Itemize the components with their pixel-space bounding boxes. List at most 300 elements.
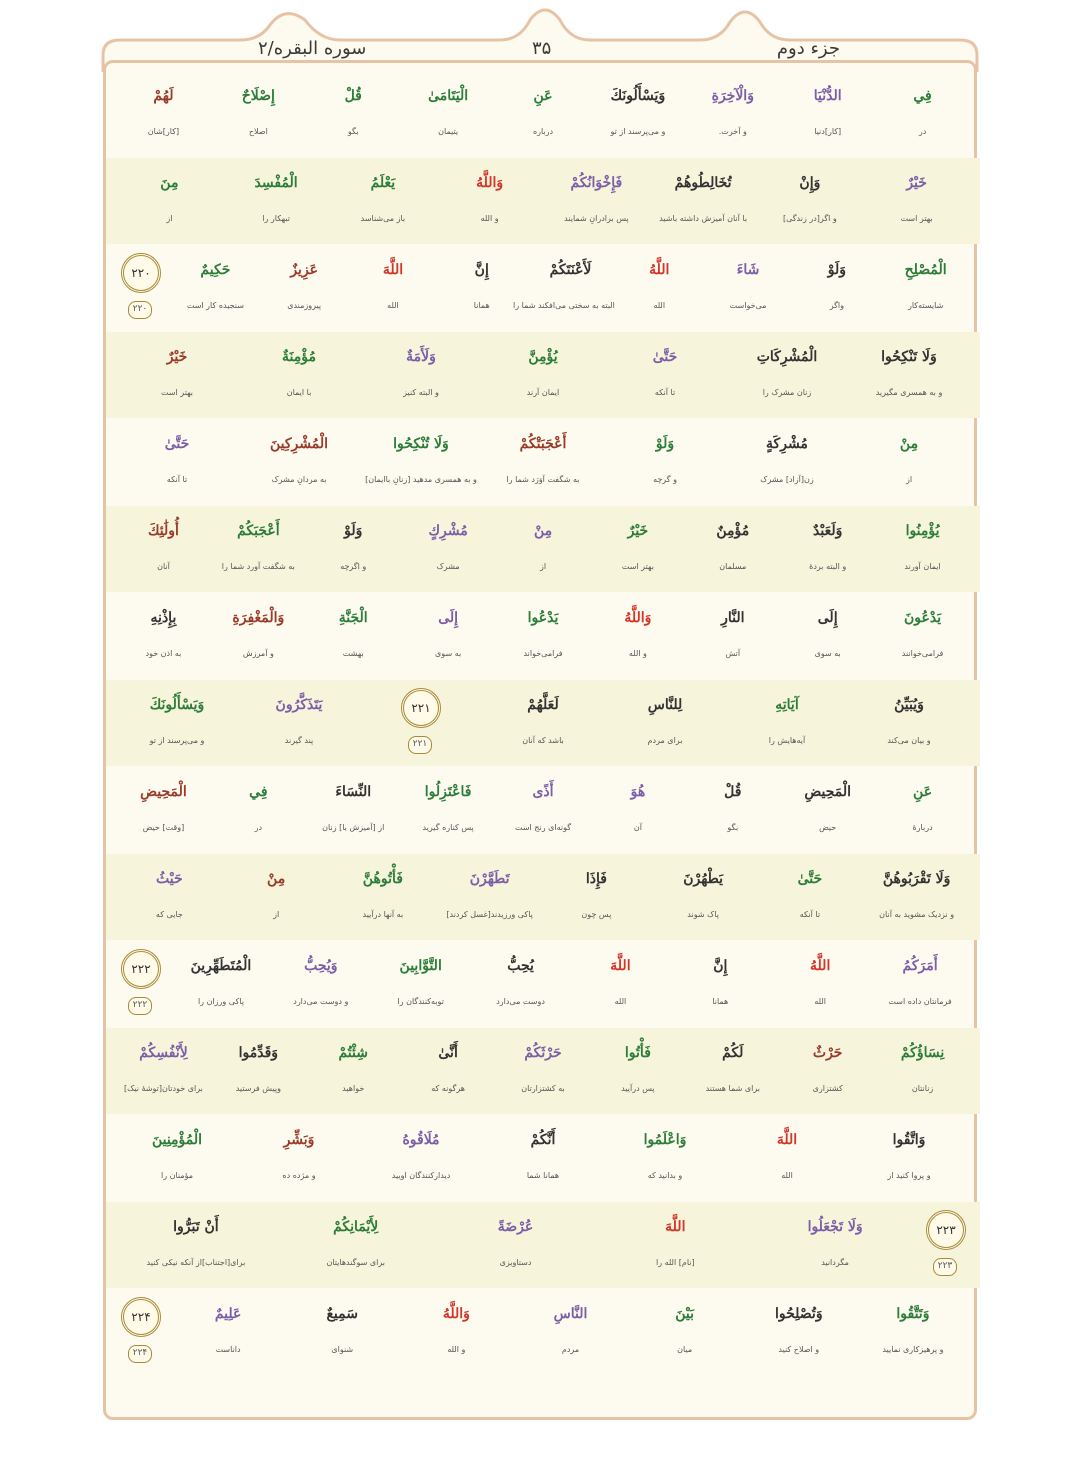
arabic-word: إِلَى <box>438 610 459 626</box>
persian-translation: مردم <box>561 1345 580 1354</box>
arabic-word: فَأْتُوا <box>624 1045 651 1061</box>
arabic-word: وَلَا تَنْكِحُوا <box>881 349 937 365</box>
juz-label: جزء دوم <box>776 38 840 59</box>
persian-translation: دربارهٔ <box>912 823 933 832</box>
arabic-word: وَلَا تُنْكِحُوا <box>393 436 449 452</box>
arabic-word: لَكُمْ <box>722 1045 744 1061</box>
persian-translation: پس برادرانِ شمایند <box>564 214 629 223</box>
word-pair <box>211 593 306 679</box>
verse-number-small: ۲۲۴ <box>128 1345 152 1363</box>
arabic-word: يَعْلَمُ <box>370 175 396 191</box>
word-pair <box>238 680 360 766</box>
verse-line <box>106 71 980 157</box>
arabic-word: قُلْ <box>344 88 362 104</box>
arabic-word: اللَّهُ <box>810 958 831 974</box>
word-pair <box>848 332 970 418</box>
word-pair <box>482 419 604 505</box>
persian-translation: ایمان آورند <box>904 562 941 571</box>
word-pair <box>211 71 306 157</box>
word-pair <box>436 158 543 244</box>
verse-number-badge: ۲۲۴ <box>121 1297 161 1337</box>
persian-translation: پیروزمندی <box>287 301 322 310</box>
word-pair <box>496 767 591 853</box>
arabic-word: إِصْلَاحٌ <box>241 88 275 104</box>
word-pair <box>330 158 437 244</box>
arabic-word: اللَّهَ <box>776 1132 798 1148</box>
word-pair <box>685 1028 780 1114</box>
arabic-word: فَإِذَا <box>585 871 607 887</box>
persian-translation: همانا شما <box>526 1171 560 1180</box>
persian-translation: و الله <box>480 214 499 223</box>
persian-translation: فرامی‌خواند <box>523 649 563 658</box>
arabic-word: خَيْرٌ <box>906 175 927 191</box>
verse-number-badge: ۲۲۲ <box>121 949 161 989</box>
word-pair <box>726 1115 848 1201</box>
arabic-word: يَتَذَكَّرُونَ <box>275 697 323 713</box>
persian-translation: برای خودتان[توشهٔ نیک] <box>124 1084 203 1093</box>
arabic-word: مِنَ <box>160 175 179 191</box>
persian-translation: وپیش فرستید <box>235 1084 281 1093</box>
word-pair <box>116 419 238 505</box>
verse-line <box>106 680 980 766</box>
word-pair <box>276 1202 436 1288</box>
persian-translation: بهتر است <box>621 562 654 571</box>
arabic-word: عُرْضَةً <box>497 1219 534 1235</box>
persian-translation: توبه‌کنندگان را <box>397 997 444 1006</box>
persian-translation: از <box>166 214 173 223</box>
arabic-word: أَنَّىٰ <box>438 1045 458 1061</box>
arabic-word: حَرْثٌ <box>812 1045 843 1061</box>
persian-translation: آن <box>633 823 642 832</box>
persian-translation: دوست می‌دارد <box>496 997 545 1006</box>
word-pair <box>482 1115 604 1201</box>
word-pair <box>482 680 604 766</box>
persian-translation: همانا <box>712 997 729 1006</box>
arabic-word: وَلَا تَقْرَبُوهُنَّ <box>882 871 951 887</box>
persian-translation: و آخرت. <box>718 127 747 136</box>
word-pair <box>571 941 671 1027</box>
arabic-word: فَأْتُوهُنَّ <box>362 871 403 887</box>
word-pair <box>543 158 650 244</box>
word-pair <box>116 593 211 679</box>
persian-translation: بهتر است <box>160 388 194 397</box>
arabic-word: يُؤْمِنَّ <box>528 349 558 365</box>
persian-translation: به شگفت آورد شما را <box>221 562 295 571</box>
word-pair <box>848 419 970 505</box>
word-pair <box>590 1028 685 1114</box>
word-pair <box>401 593 496 679</box>
arabic-word: مِنْ <box>267 871 286 887</box>
persian-translation: اصلاح <box>248 127 268 136</box>
arabic-word: تُخَالِطُوهُمْ <box>674 175 732 191</box>
persian-translation: و اگرچه <box>340 562 367 571</box>
persian-translation: الله <box>814 997 826 1006</box>
persian-translation: سنجیده کار است <box>186 301 244 310</box>
word-pair <box>116 506 211 592</box>
word-pair <box>848 680 970 766</box>
arabic-word: وَلَأَمَةٌ <box>406 349 436 365</box>
arabic-word: فِي <box>913 88 932 104</box>
arabic-word: عَنِ <box>533 88 553 104</box>
word-pair <box>360 1115 482 1201</box>
verse-line <box>106 854 980 940</box>
arabic-word: إِنَّ <box>474 262 489 278</box>
persian-translation: شنوای <box>331 1345 354 1354</box>
arabic-word: وَالْمَغْفِرَةِ <box>232 610 285 626</box>
persian-translation: پس چون <box>581 910 612 919</box>
persian-translation: دستاویزی <box>499 1258 532 1267</box>
word-pair <box>704 245 793 331</box>
arabic-word: قُلْ <box>724 784 742 800</box>
word-pair <box>595 1202 755 1288</box>
arabic-word: اللَّهَ <box>610 958 631 974</box>
persian-translation: الله <box>781 1171 793 1180</box>
arabic-word: وَاللَّهُ <box>624 610 652 626</box>
arabic-word: الْيَتَامَىٰ <box>428 88 469 104</box>
page-number: ۳۵ <box>532 38 552 59</box>
persian-translation: زن[آزاد] مشرک <box>760 475 814 484</box>
persian-translation: در <box>254 823 263 832</box>
word-pair <box>482 332 604 418</box>
word-pair <box>238 419 360 505</box>
persian-translation: شایسته‌کار <box>907 301 944 310</box>
word-pair <box>726 680 848 766</box>
arabic-word: اللَّهُ <box>649 262 670 278</box>
word-pair <box>780 1028 875 1114</box>
verse-line <box>106 332 980 418</box>
arabic-word: وَالْآخِرَةِ <box>711 88 754 104</box>
persian-translation: به اذن خود <box>145 649 182 658</box>
word-pair <box>260 245 349 331</box>
persian-translation: بگو <box>727 823 739 832</box>
word-pair <box>496 71 591 157</box>
word-pair <box>436 1202 596 1288</box>
arabic-word: حَتَّىٰ <box>797 871 823 887</box>
arabic-word: وَلَوْ <box>655 436 675 452</box>
arabic-word: وَيَسْأَلُونَكَ <box>610 88 666 104</box>
word-pair <box>496 1028 591 1114</box>
arabic-word: مُؤْمِنَةٌ <box>282 349 316 365</box>
persian-translation: زنانتان <box>911 1084 934 1093</box>
arabic-word: وَإِنْ <box>799 175 821 191</box>
arabic-word: وَاتَّقُوا <box>892 1132 926 1148</box>
persian-translation: الله <box>387 301 399 310</box>
word-pair <box>755 1202 915 1288</box>
word-pair <box>650 158 757 244</box>
word-pair <box>116 158 223 244</box>
verse-number-badge: ۲۲۰ <box>121 253 161 293</box>
persian-translation: برای مردم <box>647 736 683 745</box>
verse-number-small: ۲۲۲ <box>128 997 152 1015</box>
word-pair <box>590 593 685 679</box>
persian-translation: برای شما هستند <box>705 1084 760 1093</box>
arabic-word: الدُّنْيَا <box>813 88 842 104</box>
persian-translation: بهتر است <box>900 214 933 223</box>
persian-translation: فرمانتان داده است <box>888 997 952 1006</box>
word-pair <box>875 767 970 853</box>
arabic-word: الْمُشْرِكِينَ <box>269 436 328 452</box>
persian-translation: حیض <box>819 823 837 832</box>
persian-translation: در <box>918 127 927 136</box>
word-pair <box>604 1115 726 1201</box>
arabic-word: وَتُصْلِحُوا <box>774 1306 823 1322</box>
persian-translation: و گرچه <box>653 475 677 484</box>
arabic-word: النَّاسِ <box>553 1306 588 1322</box>
persian-translation: به سوی <box>435 649 462 658</box>
arabic-word: الْمَحِيضِ <box>140 784 187 800</box>
arabic-word: عَنِ <box>913 784 933 800</box>
arabic-word: شِئْتُمْ <box>338 1045 368 1061</box>
word-pair <box>685 506 780 592</box>
persian-translation: باشد که آنان <box>522 736 564 745</box>
word-pair <box>306 506 401 592</box>
persian-translation: آتش <box>725 649 741 658</box>
arabic-word: لَعَلَّهُمْ <box>527 697 559 713</box>
persian-translation: می‌خواست <box>729 301 767 310</box>
word-pair <box>650 854 757 940</box>
word-pair <box>875 506 970 592</box>
arabic-word: هُوَ <box>630 784 646 800</box>
word-pair <box>513 245 615 331</box>
persian-translation: بهشت <box>342 649 364 658</box>
persian-translation: درباره <box>532 127 554 136</box>
persian-translation: مؤمنان را <box>160 1171 194 1180</box>
persian-translation: همانا <box>473 301 490 310</box>
word-pair <box>628 1289 742 1375</box>
word-pair <box>757 854 864 940</box>
verse-line <box>106 158 980 244</box>
arabic-word: اللَّهَ <box>382 262 404 278</box>
arabic-word: وَلَعَبْدٌ <box>813 523 843 539</box>
persian-translation: داناست <box>215 1345 241 1354</box>
arabic-word: النَّارِ <box>721 610 745 626</box>
word-pair <box>590 506 685 592</box>
word-pair <box>285 1289 399 1375</box>
persian-translation: الله <box>653 301 666 310</box>
persian-translation: و البته کنیز <box>403 388 439 397</box>
persian-translation: پاک شوند <box>687 910 719 919</box>
persian-translation: میان <box>677 1345 693 1354</box>
arabic-word: اللَّهَ <box>665 1219 686 1235</box>
persian-translation: از <box>905 475 913 484</box>
arabic-word: وَبَشِّرِ <box>283 1132 315 1148</box>
word-pair <box>513 1289 627 1375</box>
persian-translation: و به همسری مگیرید <box>875 388 943 397</box>
word-pair <box>330 854 437 940</box>
arabic-word: حَيْثُ <box>156 871 183 887</box>
word-pair <box>543 854 650 940</box>
arabic-word: يُحِبُّ <box>507 958 534 974</box>
word-pair <box>360 332 482 418</box>
word-pair <box>238 1115 360 1201</box>
word-pair <box>349 245 438 331</box>
persian-translation: [کار]شان <box>147 127 180 136</box>
arabic-word: لِلنَّاسِ <box>647 697 683 713</box>
arabic-word: حَرْثَكُمْ <box>524 1045 562 1061</box>
word-pair <box>590 71 685 157</box>
arabic-word: نِسَاؤُكُمْ <box>900 1045 945 1061</box>
arabic-word: وَلَوْ <box>827 262 846 278</box>
verse-number-small: ۲۲۰ <box>128 301 152 319</box>
word-pair <box>863 854 970 940</box>
persian-translation: یتیمان <box>438 127 459 136</box>
arabic-word: يُؤْمِنُوا <box>905 523 940 539</box>
persian-translation: از <box>273 910 280 919</box>
arabic-word: الْمُشْرِكَاتِ <box>756 349 818 365</box>
word-pair <box>116 1115 238 1201</box>
persian-translation: [کار]دنیا <box>814 127 842 136</box>
persian-translation: به سوی <box>814 649 841 658</box>
persian-translation: جایی که <box>155 910 183 919</box>
word-pair <box>742 1289 856 1375</box>
word-pair <box>171 941 271 1027</box>
verse-line <box>106 767 980 853</box>
word-pair <box>604 419 726 505</box>
persian-translation: و می‌پرسند از تو <box>149 736 205 745</box>
persian-translation: و پرهیزکاری نمایید <box>882 1345 944 1354</box>
persian-translation: و می‌پرسند از تو <box>610 127 666 136</box>
persian-translation: گونه‌ای رنج است <box>514 823 572 832</box>
verse-line <box>106 1202 980 1288</box>
persian-translation: مگردانید <box>821 1258 849 1267</box>
word-pair <box>881 245 970 331</box>
arabic-word: لَهُمْ <box>153 88 174 104</box>
word-pair <box>116 854 223 940</box>
persian-translation: و الله <box>447 1345 466 1354</box>
arabic-word: بِإِذْنِهِ <box>150 610 177 626</box>
arabic-word: فَإِخْوَانُكُمْ <box>570 175 623 191</box>
arabic-word: يَطْهُرْنَ <box>683 871 724 887</box>
persian-translation: دیدارکنندگان اویید <box>391 1171 451 1180</box>
surah-label: سوره البقره/۲ <box>258 38 367 59</box>
persian-translation: آنان <box>157 562 170 571</box>
persian-translation: با ایمان <box>286 388 312 397</box>
arabic-word: النِّسَاءَ <box>335 784 372 800</box>
persian-translation: و آمرزش <box>242 649 274 658</box>
verse-line <box>106 941 980 1027</box>
persian-translation: تا آنکه <box>654 388 676 397</box>
arabic-word: مُلَاقُوهُ <box>402 1132 440 1148</box>
arabic-word: وَلَوْ <box>344 523 363 539</box>
persian-translation: و الله <box>628 649 647 658</box>
persian-translation: پند گیرند <box>284 736 314 745</box>
word-pair <box>371 941 471 1027</box>
arabic-word: لَأَعْنَتَكُمْ <box>549 262 592 278</box>
word-pair <box>848 1115 970 1201</box>
persian-translation: الله <box>614 997 627 1006</box>
word-pair <box>780 506 875 592</box>
word-pair <box>306 71 401 157</box>
word-pair <box>685 767 780 853</box>
arabic-word: وَاللَّهُ <box>442 1306 470 1322</box>
word-pair <box>171 1289 285 1375</box>
word-pair <box>116 71 211 157</box>
arabic-word: سَمِيعٌ <box>326 1306 358 1322</box>
word-pair <box>792 245 881 331</box>
arabic-word: يَدْعُوا <box>527 610 559 626</box>
word-pair <box>496 593 591 679</box>
arabic-word: أَذًى <box>532 784 554 800</box>
arabic-word: أَعْجَبَتْكُمْ <box>519 436 567 452</box>
word-pair <box>306 1028 401 1114</box>
persian-translation: تبهکار را <box>262 214 290 223</box>
word-pair <box>223 854 330 940</box>
arabic-word: يَدْعُونَ <box>904 610 942 626</box>
arabic-word: خَيْرٌ <box>627 523 649 539</box>
persian-translation: تا آنکه <box>799 910 821 919</box>
persian-translation: پس درآیید <box>621 1084 655 1093</box>
arabic-word: وَيُبَيِّنُ <box>894 697 924 713</box>
persian-translation: و اگر[در زندگی] <box>782 214 837 223</box>
persian-translation: به شگفت آوَرَد شما را <box>506 475 580 484</box>
arabic-word: أَمَرَكُمُ <box>902 958 938 974</box>
word-pair <box>401 506 496 592</box>
word-pair <box>401 1028 496 1114</box>
word-pair <box>116 767 211 853</box>
arabic-word: آيَاتِهِ <box>775 697 799 713</box>
word-pair <box>437 245 526 331</box>
word-pair <box>116 1202 276 1288</box>
arabic-word: بَيْنَ <box>675 1306 695 1322</box>
persian-translation: ایمان آرند <box>526 388 560 397</box>
arabic-word: وَيُحِبُّ <box>304 958 338 974</box>
verse-line <box>106 593 980 679</box>
arabic-word: أَعْجَبَكُمْ <box>237 523 280 539</box>
arabic-word: خَيْرٌ <box>166 349 188 365</box>
word-pair <box>875 593 970 679</box>
word-pair <box>757 158 864 244</box>
arabic-word: حَتَّىٰ <box>164 436 190 452</box>
word-pair <box>870 941 970 1027</box>
word-pair <box>726 419 848 505</box>
word-pair <box>604 332 726 418</box>
persian-translation: مسلمان <box>719 562 747 571</box>
arabic-word: فِي <box>249 784 268 800</box>
persian-translation: و نزدیک مشوید به آنان <box>879 910 955 919</box>
persian-translation: برای[اجتناب]از آنکه نیکی کنید <box>146 1258 246 1267</box>
arabic-word: مُشْرِكَةٍ <box>766 436 808 452</box>
word-pair <box>685 71 780 157</box>
persian-translation: خواهید <box>342 1084 365 1093</box>
verse-line <box>106 419 980 505</box>
word-pair <box>604 680 726 766</box>
arabic-word: مُشْرِكٍ <box>428 523 468 539</box>
arabic-word: وَلَا تَجْعَلُوا <box>807 1219 863 1235</box>
word-pair <box>770 941 870 1027</box>
persian-translation: باز می‌شناسد <box>360 214 406 223</box>
arabic-word: الْمُتَطَهِّرِينَ <box>190 958 252 974</box>
arabic-word: مُؤْمِنٌ <box>716 523 750 539</box>
verse-line <box>106 1115 980 1201</box>
word-pair <box>399 1289 513 1375</box>
word-pair <box>116 680 238 766</box>
arabic-word: وَقَدِّمُوا <box>238 1045 279 1061</box>
persian-translation: آیه‌هایش را <box>768 736 806 745</box>
word-pair <box>875 71 970 157</box>
persian-translation: به آنها درآیید <box>362 910 404 919</box>
arabic-word: لِأَيْمَانِكُمْ <box>333 1219 379 1235</box>
word-pair <box>171 245 260 331</box>
persian-translation: از <box>539 562 547 571</box>
persian-translation: پاکی ورزان را <box>197 997 244 1006</box>
arabic-word: مِنْ <box>899 436 919 452</box>
persian-translation: [نام] الله را <box>655 1258 695 1267</box>
arabic-word: الْجَنَّةِ <box>338 610 368 626</box>
persian-translation: و اصلاح کنید <box>778 1345 820 1354</box>
arabic-word: الْمُصْلِحِ <box>904 262 947 278</box>
persian-translation: به مردانِ مشرک <box>271 475 327 484</box>
verse-line <box>106 506 980 592</box>
